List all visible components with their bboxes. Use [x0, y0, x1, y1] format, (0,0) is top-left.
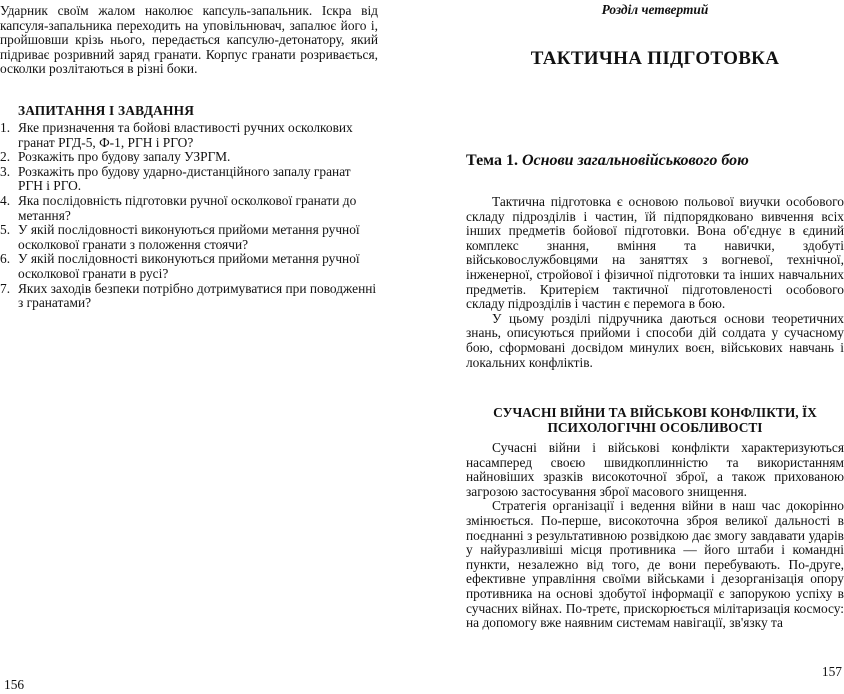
- subsection-heading-line: СУЧАСНІ ВІЙНИ ТА ВІЙСЬКОВІ КОНФЛІКТИ, ЇХ: [493, 405, 817, 420]
- body-paragraph: Стратегія організації і ведення війни в наш час докорінно змінюється. По-перше, високоточна зброя великої дальності в поєднанні з результативною розвідкою дає змогу завдавати ударів у найуразливіші місця противника — його штаби і командні пункти, незалежно від того, де вони перебувають. По-друге, ефективне управління своїми військами і дезорганізація опору противника на основі здобутої інформації є запорукою успіху в сучасних війнах. По-третє, прискорюється мілітаризація космосу: на допомогу вже наявним системам навігації, зв'язку та: [466, 498, 844, 631]
- section-title: ТАКТИЧНА ПІДГОТОВКА: [530, 48, 780, 69]
- questions-heading: ЗАПИТАННЯ І ЗАВДАННЯ: [18, 103, 195, 118]
- question-item: [0, 165, 378, 194]
- body-paragraph: Сучасні війни і військові конфлікти характеризуються насамперед своєю швидкоплинністю та використанням найновіших зразків високоточної зброї, а також прихованою загрозою застосування зброї масового знищення.: [466, 440, 844, 499]
- question-item: [0, 252, 378, 281]
- chapter-label: Розділ четвертий: [601, 2, 709, 17]
- subsection-heading-line: ПСИХОЛОГІЧНІ ОСОБЛИВОСТІ: [547, 420, 763, 435]
- topic-title: Основи загальновійськового бою: [521, 152, 749, 169]
- question-number: 7.: [0, 280, 11, 296]
- body-paragraph: У цьому розділі підручника даються основи теоретичних знань, описуються прийоми і способи дій солдата у сучасному бою, сформовані досвідом минулих воєн, військових навчань і локальних конфліктів.: [466, 310, 844, 370]
- question-text: У якій послідовності виконуються прийоми метання ручної осколкової гранати з положення стоячи?: [18, 222, 360, 252]
- topic-heading: [466, 152, 749, 170]
- intro-paragraph: Ударник своїм жалом наколює капсуль-запальник. Іскра від капсуля-запальника переходить на уповільнювач, запалює його і, пройшовши крізь нього, передається капсулю-детонатору, який підриває розривний заряд гранати. Корпус гранати розривається, осколки розлітаються в різні боки.: [0, 3, 378, 77]
- question-number: 4.: [0, 192, 11, 208]
- question-item: [0, 194, 378, 223]
- body-paragraph: Тактична підготовка є основою польової виучки особового складу підрозділів і частин, їй підпорядковано вивчення всіх інших предметів бойової підготовки. Вона об'єднує в єдиний комплекс знання, вміння та навички, здобуті військовослужбовцями на заняттях з вогневої, технічної, інженерної, стройової і фізичної підготовки та інших навчальних предметів. Критерієм тактичної підготовленості особового складу підрозділів і частин є перемога в бою.: [466, 194, 844, 312]
- topic-label: Тема 1.: [466, 152, 518, 169]
- questions-list: [0, 121, 378, 311]
- right-page: [466, 0, 844, 694]
- left-page: [0, 0, 378, 694]
- question-number: 3.: [0, 163, 11, 179]
- question-number: 2.: [0, 149, 11, 165]
- question-text: Розкажіть про будову ударно-дистанційного запалу гранат РГН і РГО.: [18, 163, 351, 194]
- subsection-heading: [466, 405, 844, 435]
- question-number: 6.: [0, 251, 11, 267]
- question-text: Яке призначення та бойові властивості ручних осколкових гранат РГД-5, Ф-1, РГН і РГО?: [18, 120, 353, 150]
- question-text: Яка послідовність підготовки ручної осколкової гранати до метання?: [18, 192, 357, 223]
- question-item: [0, 223, 378, 252]
- question-item: [0, 150, 378, 165]
- page-number-left: 156: [4, 677, 25, 692]
- question-item: [0, 121, 378, 150]
- question-text: Розкажіть про будову запалу УЗРГМ.: [18, 149, 231, 165]
- intro-block: [466, 195, 844, 370]
- subsection-block: [466, 441, 844, 631]
- page-number-right: 157: [821, 664, 842, 679]
- question-number: 1.: [0, 120, 11, 135]
- question-text: У якій послідовності виконуються прийоми метання ручної осколкової гранати в русі?: [18, 251, 360, 281]
- question-item: [0, 282, 378, 311]
- question-number: 5.: [0, 222, 11, 238]
- question-text: Яких заходів безпеки потрібно дотримуватися при поводженні з гранатами?: [18, 280, 377, 311]
